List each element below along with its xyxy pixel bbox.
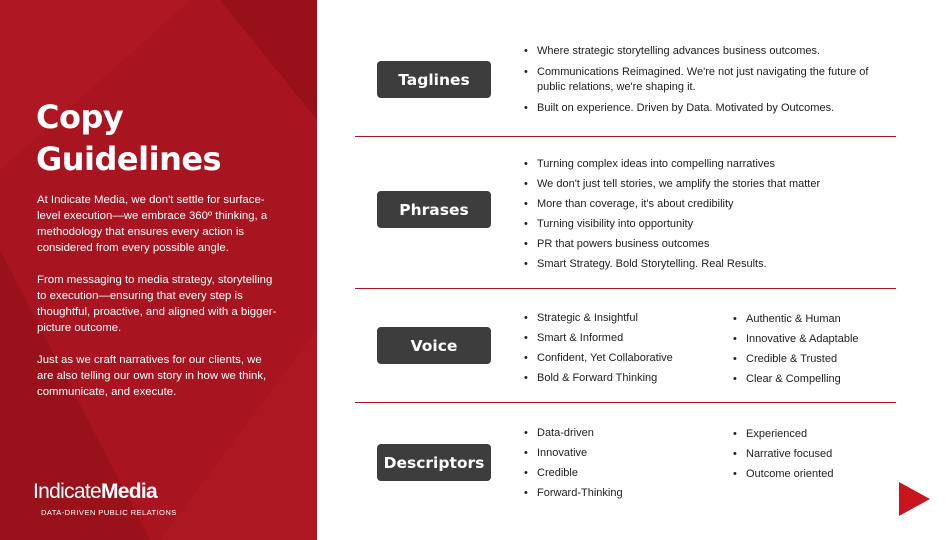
logo-wordmark bbox=[33, 480, 177, 504]
left-panel bbox=[0, 0, 317, 540]
voice-list-1 bbox=[522, 308, 722, 388]
list-item: • Confident, Yet Collaborative bbox=[522, 348, 722, 368]
company-logo bbox=[33, 480, 177, 517]
phrases-list bbox=[522, 154, 882, 274]
taglines-label: Taglines bbox=[377, 61, 491, 98]
list-item: • Built on experience. Driven by Data. Motivated by Outcomes. bbox=[522, 101, 872, 117]
list-item: • Outcome oriented bbox=[731, 464, 901, 484]
list-item: • Credible bbox=[522, 463, 722, 483]
list-item: • Bold & Forward Thinking bbox=[522, 368, 722, 388]
list-item: • More than coverage, it's about credibility bbox=[522, 194, 882, 214]
list-item: • Smart & Informed bbox=[522, 328, 722, 348]
voice-label: Voice bbox=[377, 327, 491, 364]
list-item: • Turning complex ideas into compelling narratives bbox=[522, 154, 882, 174]
voice-list-2 bbox=[731, 309, 901, 389]
logo-part-2: Media bbox=[100, 480, 157, 503]
list-item: • Data-driven bbox=[522, 423, 722, 443]
list-item: • We don't just tell stories, we amplify the stories that matter bbox=[522, 174, 882, 194]
list-item: • Strategic & Insightful bbox=[522, 308, 722, 328]
title-line-2: Guidelines bbox=[36, 140, 222, 178]
list-item: • Innovative & Adaptable bbox=[731, 329, 901, 349]
descriptors-list-2 bbox=[731, 424, 901, 484]
intro-paragraph: From messaging to media strategy, storytelling to execution—ensuring that every step is thoughtful, proactive, and aligned with a bigger-picture outcome. bbox=[37, 274, 277, 334]
list-item: • Turning visibility into opportunity bbox=[522, 214, 882, 234]
intro-paragraph: Just as we craft narratives for our clients, we are also telling our own story in how we think, communicate, and execute. bbox=[37, 354, 267, 398]
section-divider bbox=[355, 288, 896, 289]
taglines-list bbox=[522, 44, 872, 116]
descriptors-label: Descriptors bbox=[377, 444, 491, 481]
list-item: • PR that powers business outcomes bbox=[522, 234, 882, 254]
list-item: • Where strategic storytelling advances business outcomes. bbox=[522, 44, 872, 60]
list-item: • Narrative focused bbox=[731, 444, 901, 464]
list-item: • Innovative bbox=[522, 443, 722, 463]
play-arrow-icon[interactable] bbox=[899, 482, 930, 516]
list-item: • Credible & Trusted bbox=[731, 349, 901, 369]
list-item: • Forward-Thinking bbox=[522, 483, 722, 503]
logo-tagline: DATA-DRIVEN PUBLIC RELATIONS bbox=[41, 508, 177, 517]
list-item: • Smart Strategy. Bold Storytelling. Real Results. bbox=[522, 254, 882, 274]
page-title bbox=[36, 96, 221, 180]
list-item: • Clear & Compelling bbox=[731, 369, 901, 389]
intro-paragraph: At Indicate Media, we don't settle for surface-level execution—we embrace 360º thinking, a methodology that ensures every action is considered from every possible angle. bbox=[37, 194, 268, 254]
phrases-label: Phrases bbox=[377, 191, 491, 228]
title-line-1: Copy bbox=[36, 98, 124, 136]
descriptors-list-1 bbox=[522, 423, 722, 503]
list-item: • Experienced bbox=[731, 424, 901, 444]
list-item: • Communications Reimagined. We're not just navigating the future of public relations, we're shaping it. bbox=[522, 65, 872, 96]
section-divider bbox=[355, 402, 896, 403]
list-item: • Authentic & Human bbox=[731, 309, 901, 329]
intro-text bbox=[37, 192, 277, 416]
logo-part-1: Indicate bbox=[33, 480, 101, 503]
section-divider bbox=[355, 136, 896, 137]
